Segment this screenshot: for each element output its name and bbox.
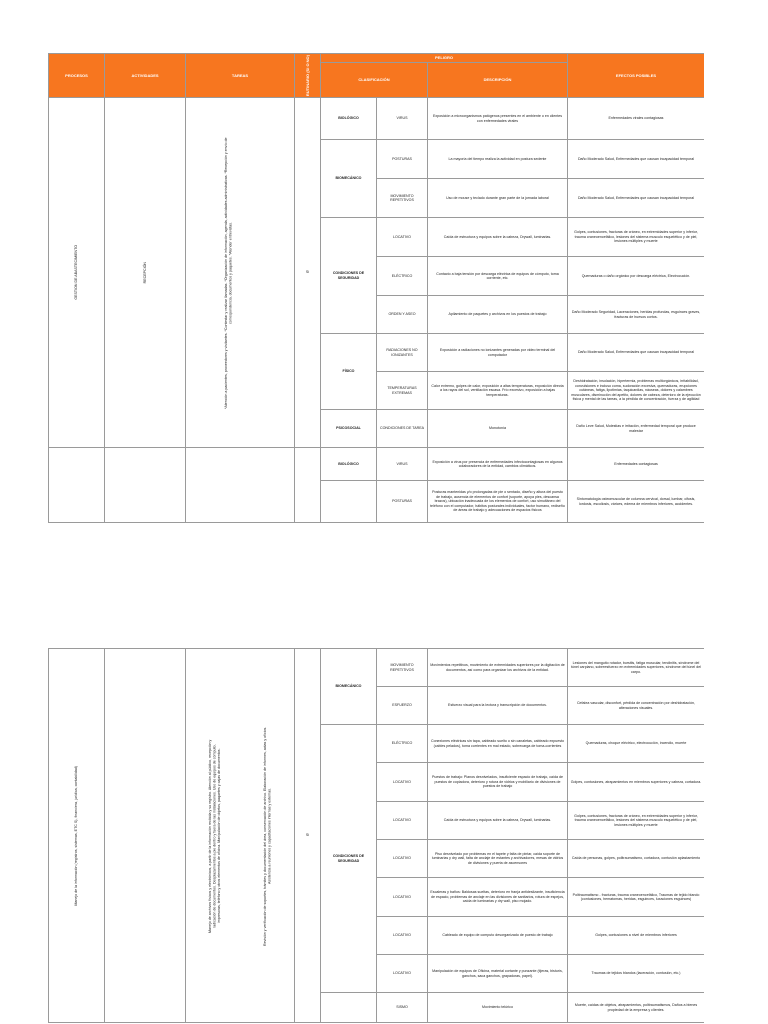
description-cell: Cableado de equipo de computo desorganizado de puesto de trabajo [428, 917, 568, 955]
description-cell: Puestos de trabajo: Planos desnivelados, insuficiente espacio de trabajo, caída de puestos de copiadora, deterioro y rotura de vidrios y mobiliario de divisiones de puestos de trabajo [428, 763, 568, 802]
header-procesos: PROCESOS [49, 54, 105, 98]
header-descripcion: DESCRIPCIÓN [428, 62, 568, 98]
matrix-sheet-2 [48, 648, 704, 1024]
effects-cell: Quemaduras, choque eléctrico, electrocución, incendio, muerte [568, 725, 705, 763]
proceso-cell: GESTION DE ABASTECIMIENTO [49, 98, 105, 448]
effects-cell: Golpes, contusiones, fracturas de cráneo, en extremidades superior y inferior, trauma craneoencefálico, lesiones del sistema musculo esquelético y de piel, lesiones múltiples y muerte [568, 218, 705, 257]
classification-cell: LOCATIVO [377, 763, 428, 802]
category-cell: CONDICIONES DE SEGURIDAD [321, 725, 377, 993]
proceso-cell [49, 448, 105, 523]
table-row [49, 98, 705, 140]
category-cell: PSICOSOCIAL [321, 410, 377, 448]
effects-cell: Politraumatismo - fracturas, trauma craneoencefálico, Traumas de tejido blando (contusiones, hematomas, heridas, esguinces, luxaciones esguinces) [568, 878, 705, 917]
classification-cell: LOCATIVO [377, 802, 428, 840]
actividad-cell [105, 649, 186, 1023]
description-cell: Exposición a microorganismos patógenos presentes en el ambiente o en clientes con enfermedades virales [428, 98, 568, 140]
category-cell [321, 993, 377, 1023]
effects-cell: Daño Leve Salud, Molestias e irritación, enfermedad temporal que produce malestar [568, 410, 705, 448]
description-cell: Monotonía [428, 410, 568, 448]
description-cell: Exposición a radiaciones no ionizantes generadas por video terminal del computador [428, 334, 568, 372]
description-cell: Conexiones eléctricas sin tapa, cableado suelto o sin canaletas, cableado expuesto (cables pelados), toma corrientes en mal estado, sobrecarga de toma-corrientes [428, 725, 568, 763]
header-tareas: TAREAS [186, 54, 295, 98]
effects-cell: Sintomatología osteomuscular de columna cervical, dorsal, lumbar, cifosis, lordosis, escoliosis, várices, edema de miembros inferiores, accidentes. [568, 481, 705, 523]
classification-cell: LOCATIVO [377, 955, 428, 993]
effects-cell: Daño Moderado Salud, Enfermedades que causan incapacidad temporal [568, 179, 705, 218]
description-cell: Exposición a virus por presencia de enfermedades infectocontagiosas en algunos colaboradores de la entidad, cambios climáticos. [428, 448, 568, 481]
rutinario-cell [295, 448, 321, 523]
description-cell: Escaleras y baños: Baldosas sueltas, deterioro en franja antideslizante, insuficiencia de espacio, problemas de anclaje en las divisiones de sanitarios, rotura de espejos, caída de luminarias y dry wall, piso mojado. [428, 878, 568, 917]
effects-cell: Enfermedades contagiosas [568, 448, 705, 481]
description-cell: Caída de estructura y equipos sobre la cabeza, Drywall, luminarias. [428, 802, 568, 840]
classification-cell: MOVIMIENTO REPETITIVOS [377, 179, 428, 218]
description-cell: Movimiento telúrico [428, 993, 568, 1023]
category-cell: CONDICIONES DE SEGURIDAD [321, 218, 377, 334]
category-cell: BIOLÓGICO [321, 448, 377, 481]
description-cell: Contacto a baja tensión por descarga eléctrica de equipos de cómputo, toma corriente, etc. [428, 257, 568, 296]
tareas-cell [186, 448, 295, 523]
classification-cell: RADIACIONES NO IONIZANTES [377, 334, 428, 372]
classification-cell: LOCATIVO [377, 917, 428, 955]
table-row [49, 448, 705, 481]
description-cell: La mayoría del tiempo realiza la actividad en postura sedente [428, 140, 568, 179]
tareas-cell: *Atención a pacientes, proveedores y visitantes. *Contestar y realizar llamadas. *Organización de información, agenda, actividades administrativas. *Recepción y envío de correspondencia, documentos y paquetes. *Atender entrevistas. [186, 98, 295, 448]
classification-cell: ELÉCTRICO [377, 257, 428, 296]
hazard-matrix-table-2 [48, 648, 704, 1023]
effects-cell: Caída de personas, golpes, politraumatismo, cortadura, contusión aplastamiento [568, 840, 705, 878]
effects-cell: Golpes, contusiones a nivel de miembros inferiores [568, 917, 705, 955]
classification-cell: POSTURAS [377, 481, 428, 523]
description-cell: Calor extremo, golpes de calor, exposición a altas temperaturas, exposición directa a los rayos del sol, ventilación escasa. Frío excesivo, exposición a bajas temperaturas. [428, 372, 568, 410]
effects-cell: Cefalea vascular, disconfort, pérdida de concentración por deshidratación, alteraciones visuales. [568, 687, 705, 725]
effects-cell: Daño Moderado Salud, Enfermedades que causan incapacidad temporal [568, 140, 705, 179]
effects-cell: Daño Moderado Salud, Enfermedades que causan incapacidad temporal [568, 334, 705, 372]
rutinario-cell: Si [295, 98, 321, 448]
category-cell: BIOMECÁNICO [321, 140, 377, 218]
header-peligro: PELIGRO [321, 54, 568, 63]
rutinario-cell: Si [295, 649, 321, 1023]
hazard-matrix-table-1 [48, 53, 704, 523]
classification-cell: CONDICIONES DE TAREA [377, 410, 428, 448]
classification-cell: LOCATIVO [377, 218, 428, 257]
effects-cell: Deshidratación, insolación, hipertermia, problemas multiorgánicos, irritabilidad, convulsiones e incluso coma, sudoración excesiva, quemaduras, erupciones cutáneas, fatiga, lipotimias, taquicardias, náuseas, dolores y calambres musculares, disminución del apetito, dolores de cabeza, deterioro de la ejecución física y mental de las tareas, a la pérdida de concentración, fuerza y de agilidad [568, 372, 705, 410]
actividad-cell: RECEPCIÓN [105, 98, 186, 448]
category-cell: BIOLÓGICO [321, 98, 377, 140]
description-cell: Apilamiento de paquetes y archivos en los puestos de trabajo [428, 296, 568, 334]
matrix-sheet-1 [48, 53, 704, 525]
classification-cell: LOCATIVO [377, 840, 428, 878]
effects-cell: Golpes, contusiones, atrapamientos en miembros superiores y cabeza, cortadura. [568, 763, 705, 802]
classification-cell: MOVIMIENTO REPETITIVOS [377, 649, 428, 687]
category-cell: BIOMECÁNICO [321, 649, 377, 725]
effects-cell: Golpes, contusiones, fracturas de cráneo, en extremidades superior y inferior, trauma craneoencefálico, lesiones del sistema musculo esquelético y de piel, lesiones múltiples y muerte [568, 802, 705, 840]
classification-cell: POSTURAS [377, 140, 428, 179]
header-efectos: EFECTOS POSIBLES [568, 54, 705, 98]
effects-cell: Muerte, caídas de objetos, atrapamientos, politraumatismos, Daños a bienes propiedad de la empresa y clientes. [568, 993, 705, 1023]
description-cell: Piso desnivelado por problemas en el tapete y falta de pintar, caída soporte de luminarias y dry wall, falta de anclaje de estantes y archivadores, mesas de vidrios de divisiones y puerta de ascensores [428, 840, 568, 878]
proceso-cell: Manejo de la información (registros, sistemas, ETC S), financiera, jurídica, contabilidad) [49, 649, 105, 1023]
description-cell: Esfuerzo visual para la lectura y transcripción de documentos. [428, 687, 568, 725]
tareas-text-b: Manejo de archivos físicos y electrónicos, a partir de la información recibida y su registro. Atención al público, recepción y radicación de documentos. Desplazamientos a pie dentro y fuera de las instalaciones. Uso de equipos de cómputo, impresoras, teléfono y otros elementos de oficina. Manipulación de objetos, paquetes y cajas de documentos. [207, 738, 221, 933]
classification-cell: ORDEN Y ASEO [377, 296, 428, 334]
classification-cell: VIRUS [377, 98, 428, 140]
classification-cell: TEMPERATURAS EXTREMAS [377, 372, 428, 410]
description-cell: Posturas mantenidas y/o prolongadas de pie o sentado, diseño y altura del puesto de trabajo, ausencia de elementos de confort (soporte, apoya pies, descansa brazos), ubicación inadecuada de los elementos de confort, uso simultáneo del teléfono con el computador, hábitos posturales individuales, factor humano, rediseño de áreas de trabajo y adecuaciones de espacios físicos [428, 481, 568, 523]
description-cell: Uso de mouse y teclado durante gran parte de la jornada laboral [428, 179, 568, 218]
classification-cell: ESFUERZO [377, 687, 428, 725]
tareas-cell [186, 649, 295, 1023]
description-cell: Movimientos repetitivos, movimiento de extremidades superiores por la digitación de documentos, así como para organizar los archivos de la entidad. [428, 649, 568, 687]
classification-cell: ELÉCTRICO [377, 725, 428, 763]
classification-cell: LOCATIVO [377, 878, 428, 917]
effects-cell: Traumas de tejidos blandos (laceración, contusión, etc.) [568, 955, 705, 993]
tareas-text-c: Revisión y verificación de soportes, trámites y documentación del área, conservación de archivo. Elaboración de informes, actas y oficios. Asistencia a reuniones y capacitaciones internas y externas. [263, 725, 272, 946]
classification-cell: SISMO [377, 993, 428, 1023]
effects-cell: Lesiones del manguito rotador, bursitis, fatiga muscular, tendinitis, síndrome del túnel carpiano, sobreesfuerzo en extremidades superiores, síndrome del túnel del carpo. [568, 649, 705, 687]
category-cell: FÍSICO [321, 334, 377, 410]
header-actividades: ACTIVIDADES [105, 54, 186, 98]
header-clasificacion: CLASIFICACIÓN [321, 62, 428, 98]
effects-cell: Enfermedades virales contagiosas [568, 98, 705, 140]
effects-cell: Daño Moderado Seguridad, Laceraciones, heridas profundas, esguinces graves, fracturas de huesos cortos. [568, 296, 705, 334]
actividad-cell [105, 448, 186, 523]
classification-cell: VIRUS [377, 448, 428, 481]
description-cell: Manipulación de equipos de Oficina, material cortante y punzante (tijeras, bisturís, ganchos, saca ganchos, grapadoras, papel). [428, 955, 568, 993]
effects-cell: Quemaduras o daño orgánico por descarga eléctrica, Electrocución. [568, 257, 705, 296]
description-cell: Caída de estructura y equipos sobre la cabeza, Drywall, luminarias. [428, 218, 568, 257]
header-rutinario: RUTINARIO (SI O NO) [295, 54, 321, 98]
category-cell [321, 481, 377, 523]
table-row [49, 649, 705, 687]
